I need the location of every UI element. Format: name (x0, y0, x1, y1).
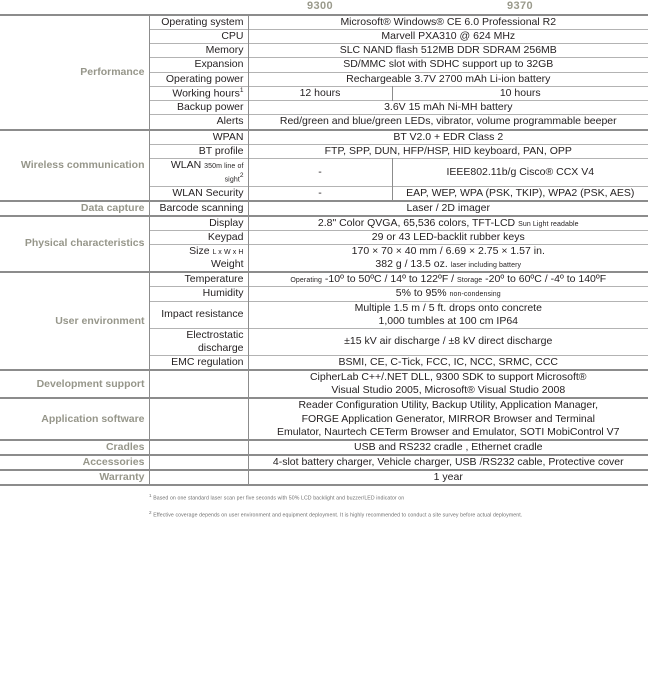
row-label (149, 440, 248, 455)
small-note: laser including battery (450, 262, 522, 270)
value-shared: FTP, SPP, DUN, HFP/HSP, HID keyboard, PAN, OPP (248, 144, 648, 158)
category-label: Physical characteristics (0, 216, 149, 273)
value-shared: Microsoft® Windows® CE 6.0 Professional R2 (248, 15, 648, 30)
value-shared: 3.6V 15 mAh Ni-MH battery (248, 101, 648, 115)
value-shared: CipherLab C++/.NET DLL, 9300 SDK to support Microsoft® Visual Studio 2005, Microsoft® Visual Studio 2008 (248, 370, 648, 398)
row-label: Temperature (149, 272, 248, 287)
category-label: Application software (0, 398, 149, 439)
row-label (149, 370, 248, 398)
value-shared: SD/MMC slot with SDHC support up to 32GB (248, 58, 648, 72)
row-label: Memory (149, 44, 248, 58)
row-label (149, 470, 248, 485)
row-label: Electrostatic discharge (149, 328, 248, 355)
model-header-row (0, 0, 648, 14)
value-shared: Operating -10º to 50ºC / 14º to 122ºF / Storage -20º to 60ºC / -4º to 140ºF (248, 272, 648, 287)
model-header-9370: 9370 (506, 0, 534, 12)
row-label: Backup power (149, 101, 248, 115)
table-row (0, 216, 648, 231)
row-label: Operating system (149, 15, 248, 30)
row-label (149, 398, 248, 439)
row-label: CPU (149, 30, 248, 44)
table-row (0, 398, 648, 439)
category-label: Data capture (0, 201, 149, 216)
row-label: Barcode scanning (149, 201, 248, 216)
table-row (0, 272, 648, 287)
value-shared: 1 year (248, 470, 648, 485)
model-header-9300: 9300 (306, 0, 334, 12)
row-label: Working hours$^1$ (149, 86, 248, 101)
value-shared: 2.8" Color QVGA, 65,536 colors, TFT-LCD Sun Light readable (248, 216, 648, 231)
row-label: WPAN (149, 130, 248, 145)
table-row (0, 370, 648, 398)
value-shared: ±15 kV air discharge / ±8 kV direct discharge (248, 328, 648, 355)
value-9300: - (248, 158, 392, 186)
value-shared: Marvell PXA310 @ 624 MHz (248, 30, 648, 44)
row-label: BT profile (149, 144, 248, 158)
category-label: Accessories (0, 455, 149, 470)
value-9370: EAP, WEP, WPA (PSK, TKIP), WPA2 (PSK, AES) (392, 186, 648, 201)
footnote-2: 2 Effective coverage depends on user environment and equipment deployment. It is highly recommended to conduct a site survey before actual deployment. (149, 509, 523, 519)
value-shared: 4-slot battery charger, Vehicle charger, USB /RS232 cable, Protective cover (248, 455, 648, 470)
table-row (0, 15, 648, 30)
value-shared: Rechargeable 3.7V 2700 mAh Li-ion battery (248, 72, 648, 86)
value-shared: USB and RS232 cradle , Ethernet cradle (248, 440, 648, 455)
category-label: User environment (0, 272, 149, 370)
table-row (0, 455, 648, 470)
footnote-marker: 2 (149, 509, 152, 515)
category-label: Performance (0, 15, 149, 130)
value-shared: Red/green and blue/green LEDs, vibrator, volume programmable beeper (248, 115, 648, 130)
footnote-marker: 2 (239, 171, 244, 179)
value-9370: 10 hours (392, 86, 648, 101)
value-shared: Reader Configuration Utility, Backup Utility, Application Manager, FORGE Application Generator, MIRROR Browser and Terminal Emulator, Naurtech CETerm Browser and Emulator, SOTI MobiControl V7 (248, 398, 648, 439)
row-label: Humidity (149, 287, 248, 301)
value-9300: - (248, 186, 392, 201)
value-shared: 29 or 43 LED-backlit rubber keys (248, 230, 648, 244)
value-shared: 170 × 70 × 40 mm / 6.69 × 2.75 × 1.57 in. 382 g / 13.5 oz. laser including battery (248, 245, 648, 273)
table-row (0, 201, 648, 216)
row-label: WLAN Security (149, 186, 248, 201)
row-label: WLAN 350m line of sight$^2$ (149, 158, 248, 186)
small-note: non-condensing (449, 291, 501, 299)
value-shared: Laser / 2D imager (248, 201, 648, 216)
small-note: Sun Light readable (518, 220, 579, 228)
category-label: Development support (0, 370, 149, 398)
footnote-marker: 1 (149, 493, 152, 499)
row-label: EMC regulation (149, 356, 248, 371)
row-label: Keypad (149, 230, 248, 244)
specification-table (0, 14, 648, 486)
value-shared: BSMI, CE, C-Tick, FCC, IC, NCC, SRMC, CCC (248, 356, 648, 371)
value-shared: 5% to 95% non-condensing (248, 287, 648, 301)
value-9300: 12 hours (248, 86, 392, 101)
row-label: Expansion (149, 58, 248, 72)
small-note: L x W x H (212, 249, 244, 256)
category-label: Wireless communication (0, 130, 149, 201)
table-row (0, 130, 648, 145)
value-shared: SLC NAND flash 512MB DDR SDRAM 256MB (248, 44, 648, 58)
small-note: Operating (290, 277, 323, 285)
value-shared: Multiple 1.5 m / 5 ft. drops onto concrete 1,000 tumbles at 100 cm IP64 (248, 301, 648, 328)
footnotes (0, 493, 648, 519)
category-label: Warranty (0, 470, 149, 485)
category-label: Cradles (0, 440, 149, 455)
row-label: Impact resistance (149, 301, 248, 328)
row-label: Alerts (149, 115, 248, 130)
value-shared: BT V2.0 + EDR Class 2 (248, 130, 648, 145)
specification-table-body (0, 15, 648, 485)
table-row (0, 440, 648, 455)
row-label: Operating power (149, 72, 248, 86)
table-row (0, 470, 648, 485)
footnote-1: 1 Based on one standard laser scan per five seconds with 50% LCD backlight and buzzer/LED indicator on (149, 493, 405, 502)
row-label: Size L x W x H Weight (149, 245, 248, 273)
small-note: 350m line of sight (204, 162, 244, 184)
row-label: Display (149, 216, 248, 231)
value-9370: IEEE802.11b/g Cisco® CCX V4 (392, 158, 648, 186)
row-label (149, 455, 248, 470)
small-note: Storage (457, 277, 483, 285)
footnote-marker: 1 (239, 86, 244, 94)
